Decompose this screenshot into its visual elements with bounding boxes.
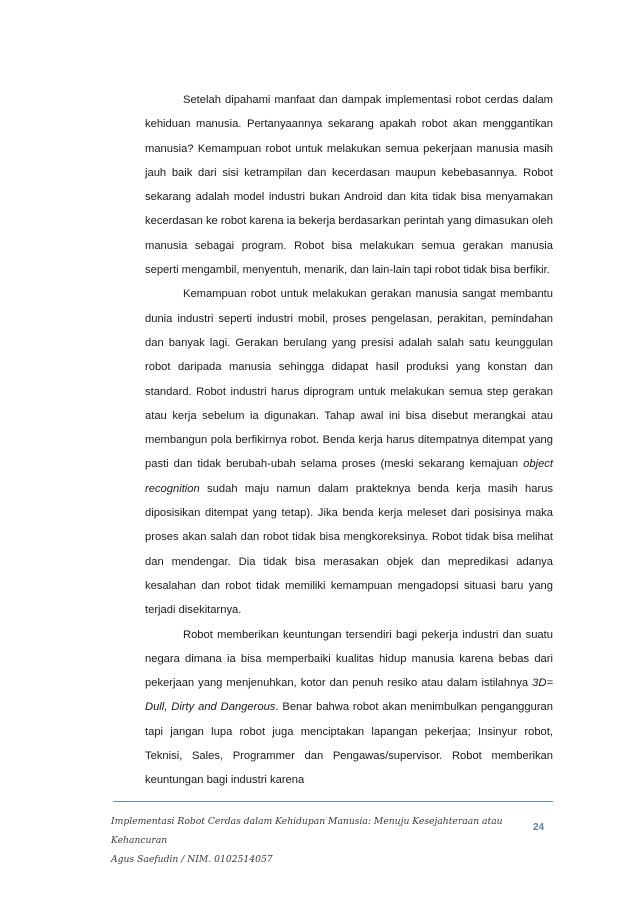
paragraph-2 [145, 282, 553, 622]
paragraph-2-text-b: sudah maju namun dalam prakteknya benda kerja masih harus diposisikan ditempat yang tetap). Jika benda kerja meleset dari posisinya maka proses akan salah dan robot tidak bisa mengkoreksinya. Robot tidak bisa melihat dan mendengar. Dia tidak bisa merasakan objek dan mepredikasi adanya kesalahan dan robot tidak memiliki kemampuan mengadopsi situasi baru yang terjadi disekitarnya. [145, 482, 553, 617]
body-text [145, 88, 553, 793]
footer-title: Implementasi Robot Cerdas dalam Kehidupan Manusia: Menuju Kesejahteraan atau Kehancuran [111, 816, 503, 846]
footer [111, 812, 511, 869]
paragraph-3-text-a: Robot memberikan keuntungan tersendiri bagi pekerja industri dan suatu negara dimana ia bisa memperbaiki kualitas hidup manusia karena bebas dari pekerjaan yang menjenuhkan, kotor dan penuh resiko atau dalam istilahnya [145, 628, 553, 690]
page-number: 24 [533, 822, 545, 833]
paragraph-1 [145, 88, 553, 282]
paragraph-3-text-b: . Benar bahwa robot akan menimbulkan pengangguran tapi jangan lupa robot juga menciptakan lapangan pekerjaa; Insinyur robot, Teknisi, Sales, Programmer dan Pengawas/supervisor. Robot memberikan keuntungan bagi industri karena [145, 701, 554, 787]
footer-author: Agus Saefudin / NIM. 0102514057 [111, 854, 273, 865]
footer-divider [113, 801, 553, 802]
paragraph-3-italic: 3D= Dull, Dirty and Dangerous [145, 677, 553, 714]
paragraph-2-text-a: Kemampuan robot untuk melakukan gerakan manusia sangat membantu dunia industri seperti industri mobil, proses pengelasan, perakitan, pemindahan dan banyak lagi. Gerakan berulang yang presisi adalah salah satu keunggulan robot daripada manusia sehingga didapat hasil produksi yang konstan dan standard. Robot industri harus diprogram untuk melakukan semua step gerakan atau kerja sebelum ia digunakan. Tahap awal ini bisa disebut merangkai atau membangun pola berfikirnya robot. Benda kerja harus ditempatnya ditempat yang pasti dan tidak berubah-ubah selama proses (meski sekarang kemajuan [145, 288, 553, 471]
paragraph-2-italic: object recognition [145, 458, 553, 495]
paragraph-1-text: Setelah dipahami manfaat dan dampak implementasi robot cerdas dalam kehiduan manusia. Pertanyaannya sekarang apakah robot akan menggantikan manusia? Kemampuan robot untuk melakukan semua pekerjaan manusia masih jauh baik dari sisi ketrampilan dan kecerdasan maupun kebebasannya. Robot sekarang adalah model industri bukan Android dan kita tidak bisa menyamakan kecerdasan ke robot karena ia bekerja berdasarkan perintah yang dimasukan oleh manusia sebagai program. Robot bisa melakukan semua gerakan manusia seperti mengambil, menyentuh, menarik, dan lain-lain tapi robot tidak bisa berfikir. [145, 94, 553, 277]
paragraph-3 [145, 623, 553, 793]
